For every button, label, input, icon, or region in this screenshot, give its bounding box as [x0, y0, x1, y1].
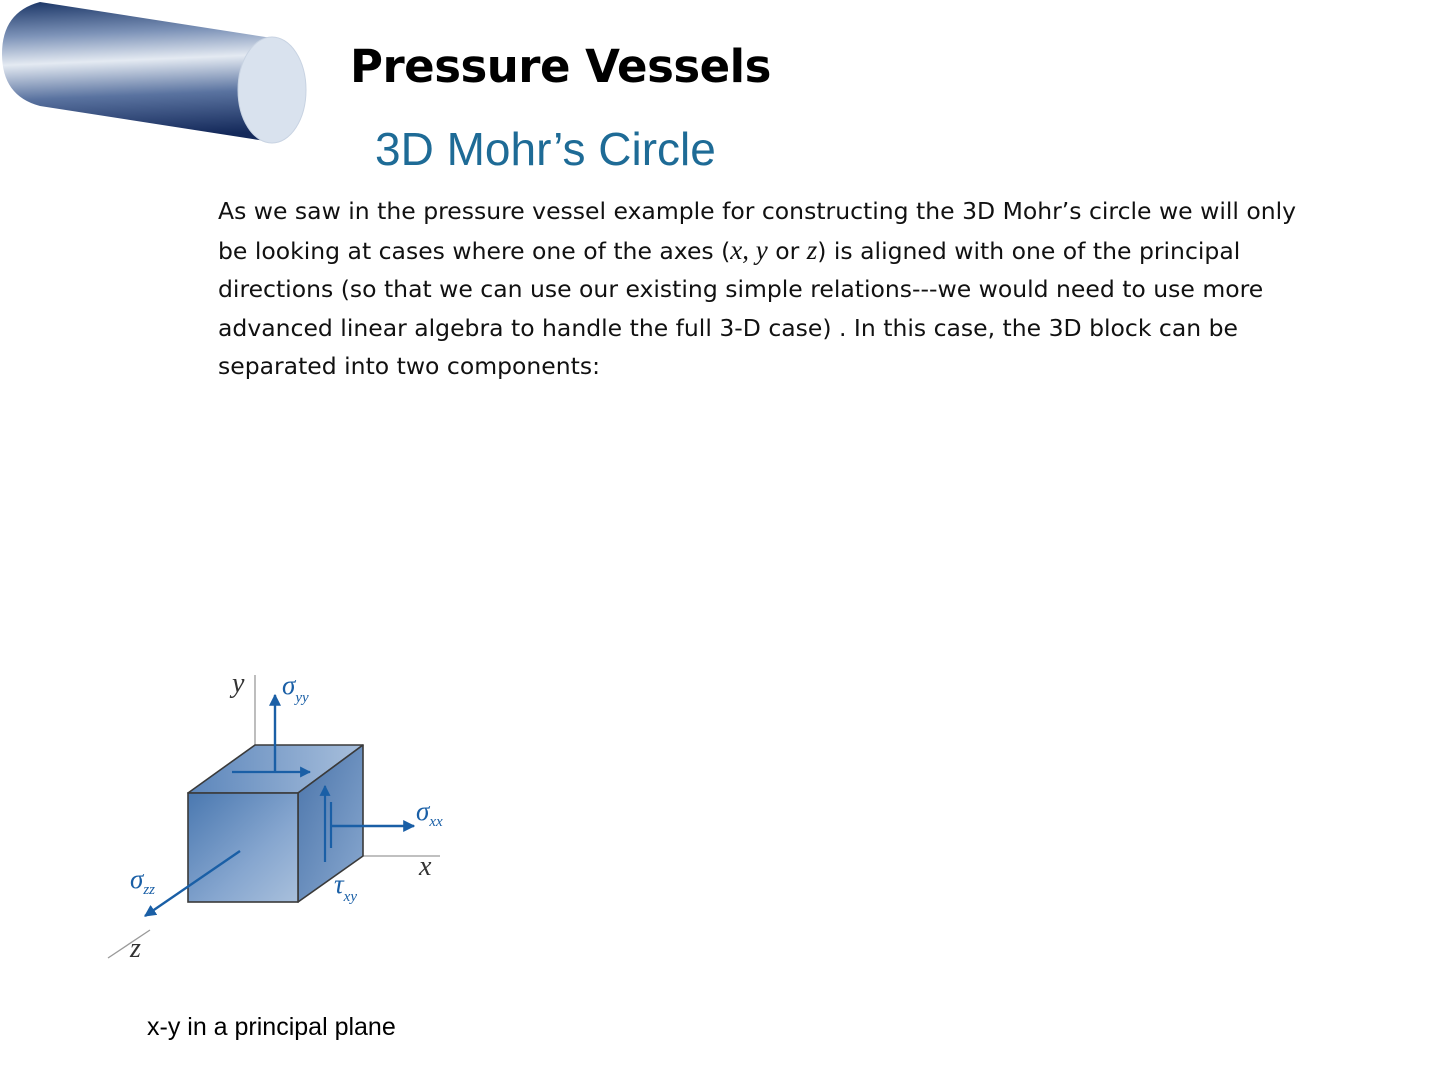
cylinder-logo-icon [0, 0, 320, 150]
body-line-2-end: ) is aligned with one of the principal [817, 236, 1241, 265]
sigma-xx-symbol: σ [416, 796, 430, 826]
axis-x-inline: x, [730, 234, 756, 265]
z-axis-line [108, 930, 150, 958]
body-paragraph [218, 192, 1418, 386]
figure-caption: x-y in a principal plane [147, 1013, 396, 1041]
page-title: Pressure Vessels [350, 40, 771, 93]
axis-y-inline: y [755, 234, 768, 265]
sigma-zz-label [130, 864, 155, 898]
page-subtitle: 3D Mohr’s Circle [375, 123, 716, 175]
tau-xy-symbol: τ [334, 869, 344, 899]
stress-cube-diagram [100, 660, 480, 970]
sigma-yy-symbol: σ [282, 670, 296, 700]
body-line-1: As we saw in the pressure vessel example for constructing the 3D Mohr’s circle we will only [218, 197, 1297, 225]
axis-z-inline: z [806, 234, 818, 265]
axis-y-label: y [232, 668, 245, 699]
tau-xy-subscript: xy [343, 889, 357, 905]
sigma-zz-subscript: zz [143, 882, 156, 898]
cube-front-face [188, 793, 298, 902]
sigma-zz-symbol: σ [130, 864, 144, 894]
sigma-yy-label [282, 670, 309, 706]
body-line-4: advanced linear algebra to handle the full 3-D case) . In this case, the 3D block can be [218, 313, 1238, 342]
body-line-2-or: or [767, 236, 807, 265]
sigma-xx-label [416, 796, 443, 830]
body-line-3: directions (so that we can use our existing simple relations---we would need to use more [218, 275, 1264, 303]
axis-x-label: x [419, 851, 432, 882]
sigma-xx-subscript: xx [429, 814, 443, 830]
axis-z-label: z [130, 933, 141, 964]
tau-xy-label [334, 869, 357, 905]
sigma-yy-subscript: yy [295, 690, 309, 706]
body-line-2-start: be looking at cases where one of the axes ( [218, 236, 731, 265]
body-line-5: separated into two components: [218, 352, 601, 380]
